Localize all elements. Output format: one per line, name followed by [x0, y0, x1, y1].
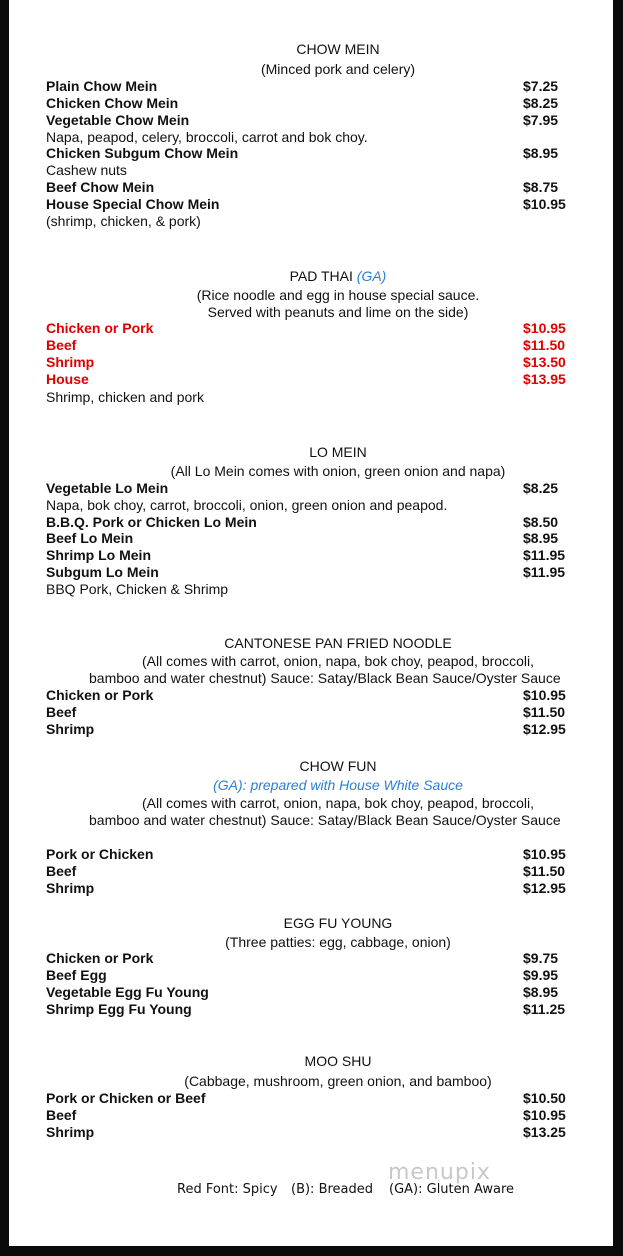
section-subtitle: (All comes with carrot, onion, napa, bok choy, peapod, broccoli,	[142, 653, 534, 669]
menu-item-name: Pork or Chicken	[46, 846, 154, 862]
menu-item-name: Shrimp	[46, 721, 95, 737]
menu-item-name-spicy: House	[46, 371, 89, 387]
menu-item-name: Beef Egg	[46, 967, 107, 983]
menu-item-name: Beef	[46, 1107, 77, 1123]
section-title-egg-fu-young: EGG FU YOUNG	[283, 915, 393, 931]
menu-item-name-spicy: Shrimp	[46, 354, 95, 370]
menu-item-price: $9.75	[523, 950, 559, 966]
section-title-moo-shu: MOO SHU	[304, 1053, 372, 1069]
menu-item-name: Beef	[46, 704, 77, 720]
section-title-chow-mein: CHOW MEIN	[296, 41, 380, 57]
gluten-aware-tag: (GA)	[356, 268, 387, 284]
menu-item-name: Beef Chow Mein	[46, 179, 155, 195]
section-subtitle: (All comes with carrot, onion, napa, bok choy, peapod, broccoli,	[142, 795, 534, 811]
section-subtitle: (Minced pork and celery)	[260, 61, 416, 77]
menu-item-name: Shrimp Egg Fu Young	[46, 1001, 192, 1017]
menu-item-price: $10.50	[523, 1090, 566, 1106]
menu-item-description: Napa, peapod, celery, broccoli, carrot and bok choy.	[46, 129, 368, 145]
menu-item-price: $13.25	[523, 1124, 566, 1140]
bottom-border	[0, 1246, 623, 1256]
menu-item-price: $8.95	[523, 145, 559, 161]
menu-item-name: Plain Chow Mein	[46, 78, 158, 94]
menu-item-description: Cashew nuts	[46, 162, 127, 178]
menu-item-price: $8.95	[523, 984, 559, 1000]
menu-item-price: $11.25	[523, 1001, 566, 1017]
menu-item-price-spicy: $11.50	[523, 337, 566, 353]
menu-item-price: $11.50	[523, 704, 566, 720]
section-title-pad-thai	[0, 268, 623, 285]
watermark-logo: menupix	[388, 1160, 491, 1185]
menu-item-price: $8.25	[523, 480, 559, 496]
menu-item-description: BBQ Pork, Chicken & Shrimp	[46, 581, 229, 597]
menu-item-price: $8.95	[523, 530, 559, 546]
gluten-aware-note: (GA): prepared with House White Sauce	[213, 777, 463, 793]
menu-item-name: Shrimp Lo Mein	[46, 547, 151, 563]
menu-item-name: Chicken Chow Mein	[46, 95, 179, 111]
section-title-cantonese: CANTONESE PAN FRIED NOODLE	[224, 635, 452, 651]
menu-item-name: Shrimp	[46, 880, 95, 896]
section-subtitle: bamboo and water chestnut) Sauce: Satay/Black Bean Sauce/Oyster Sauce	[89, 670, 561, 686]
menu-item-name: Chicken or Pork	[46, 950, 154, 966]
menu-item-name: Beef Lo Mein	[46, 530, 134, 546]
menu-item-price-spicy: $13.95	[523, 371, 566, 387]
menu-item-price: $8.50	[523, 514, 559, 530]
menu-item-name: Beef	[46, 863, 77, 879]
section-subtitle: (Three patties: egg, cabbage, onion)	[225, 934, 451, 950]
menu-item-price: $8.25	[523, 95, 559, 111]
menu-item-name: Vegetable Chow Mein	[46, 112, 190, 128]
legend-breaded: (B): Breaded	[291, 1182, 374, 1197]
menu-item-name-spicy: Chicken or Pork	[46, 320, 154, 336]
menu-item-price: $12.95	[523, 880, 566, 896]
menu-item-price: $9.95	[523, 967, 559, 983]
section-subtitle: Served with peanuts and lime on the side)	[207, 304, 469, 320]
menu-item-price: $8.75	[523, 179, 559, 195]
menu-item-name: House Special Chow Mein	[46, 196, 220, 212]
menu-item-name: Pork or Chicken or Beef	[46, 1090, 206, 1106]
legend-gluten-aware: (GA): Gluten Aware	[389, 1182, 515, 1197]
menu-item-price: $10.95	[523, 687, 566, 703]
menu-item-price: $10.95	[523, 1107, 566, 1123]
section-subtitle: (Rice noodle and egg in house special sauce.	[196, 287, 480, 303]
menu-item-description: (shrimp, chicken, & pork)	[46, 213, 201, 229]
menu-item-price: $7.25	[523, 78, 559, 94]
menu-item-description: Shrimp, chicken and pork	[46, 389, 204, 405]
menu-item-price: $12.95	[523, 721, 566, 737]
menu-item-name: B.B.Q. Pork or Chicken Lo Mein	[46, 514, 257, 530]
menu-item-name: Vegetable Lo Mein	[46, 480, 169, 496]
menu-item-name-spicy: Beef	[46, 337, 77, 353]
section-title-chow-fun: CHOW FUN	[299, 758, 377, 774]
section-subtitle: (All Lo Mein comes with onion, green onion and napa)	[170, 463, 506, 479]
menu-item-price: $11.50	[523, 863, 566, 879]
menu-item-price: $11.95	[523, 547, 566, 563]
menu-item-price-spicy: $10.95	[523, 320, 566, 336]
menu-item-price: $7.95	[523, 112, 559, 128]
menu-item-price: $11.95	[523, 564, 566, 580]
menu-item-price: $10.95	[523, 846, 566, 862]
menu-item-price: $10.95	[523, 196, 566, 212]
section-subtitle: (Cabbage, mushroom, green onion, and bamboo)	[184, 1073, 492, 1089]
menu-item-name: Vegetable Egg Fu Young	[46, 984, 209, 1000]
legend-spicy: Red Font: Spicy	[177, 1182, 278, 1197]
section-title-lo-mein: LO MEIN	[309, 444, 367, 460]
menu-item-name: Chicken or Pork	[46, 687, 154, 703]
section-subtitle: bamboo and water chestnut) Sauce: Satay/Black Bean Sauce/Oyster Sauce	[89, 812, 561, 828]
menu-item-name: Chicken Subgum Chow Mein	[46, 145, 239, 161]
menu-item-price-spicy: $13.50	[523, 354, 566, 370]
section-title-text: PAD THAI	[289, 268, 353, 284]
menu-item-name: Subgum Lo Mein	[46, 564, 159, 580]
menu-item-description: Napa, bok choy, carrot, broccoli, onion, green onion and peapod.	[46, 497, 448, 513]
menu-item-name: Shrimp	[46, 1124, 95, 1140]
